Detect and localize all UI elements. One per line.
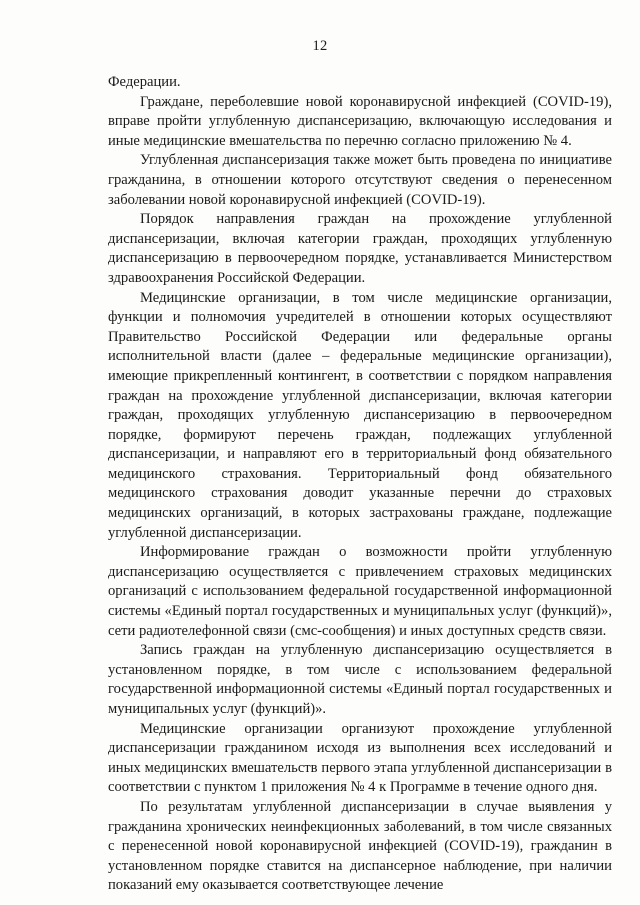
paragraph: По результатам углубленной диспансеризации в случае выявления у гражданина хронических неинфекционных заболеваний, в том числе связанных с перенесенной новой коронавирусной инфекцией (COVID-19), гражданин в установленном порядке ставится на диспансерное наблюдение, при наличии показаний ему оказывается соответствующее лечение bbox=[108, 798, 612, 894]
paragraph: Информирование граждан о возможности пройти углубленную диспансеризацию осуществляется с привлечением страховых медицинских организаций с использованием федеральной государственной информационной системы «Единый портал государственных и муниципальных услуг (функций)», сети радиотелефонной связи (смс-сообщения) и иных доступных средств связи. bbox=[108, 544, 612, 639]
paragraph: Порядок направления граждан на прохождение углубленной диспансеризации, включая категории граждан, проходящих углубленную диспансеризацию в первоочередном порядке, устанавливается Министерством здравоохранения Российской Федерации. bbox=[108, 211, 612, 286]
paragraph: Углубленная диспансеризация также может быть проведена по инициативе гражданина, в отношении которого отсутствуют сведения о перенесенном заболевании новой коронавирусной инфекцией (COVID-19). bbox=[108, 152, 612, 208]
page-number: 12 bbox=[312, 38, 328, 54]
paragraph-continuation: Федерации. bbox=[108, 74, 181, 90]
paragraph: Медицинские организации организуют прохождение углубленной диспансеризации гражданином исходя из выполнения всех исследований и иных медицинских вмешательств первого этапа углубленной диспансеризации в соответствии с пунктом 1 приложения № 4 к Программе в течение одного дня. bbox=[108, 720, 612, 796]
body-text bbox=[108, 73, 612, 896]
paragraph: Граждане, переболевшие новой коронавирусной инфекцией (COVID-19), вправе пройти углубленную диспансеризацию, включающую исследования и иные медицинские вмешательства по перечню согласно приложению № 4. bbox=[108, 93, 612, 149]
paragraph: Запись граждан на углубленную диспансеризацию осуществляется в установленном порядке, в том числе с использованием федеральной государственной информационной системы «Единый портал государственных и муниципальных услуг (функций)». bbox=[108, 642, 612, 717]
paragraph: Медицинские организации, в том числе медицинские организации, функции и полномочия учредителей в отношении которых осуществляют Правительство Российской Федерации или федеральные органы исполнительной власти (далее – федеральные медицинские организации), имеющие прикрепленный контингент, в соответствии с порядком направления граждан на прохождение углубленной диспансеризации, включая категории граждан, проходящих углубленную диспансеризацию в первоочередном порядке, формируют перечень граждан, подлежащих углубленной диспансеризации, и направляют его в территориальный фонд обязательного медицинского страхования. Территориальный фонд обязательного медицинского страхования доводит указанные перечни до страховых медицинских организаций, в которых застрахованы граждане, подлежащие углубленной диспансеризации. bbox=[108, 289, 612, 541]
